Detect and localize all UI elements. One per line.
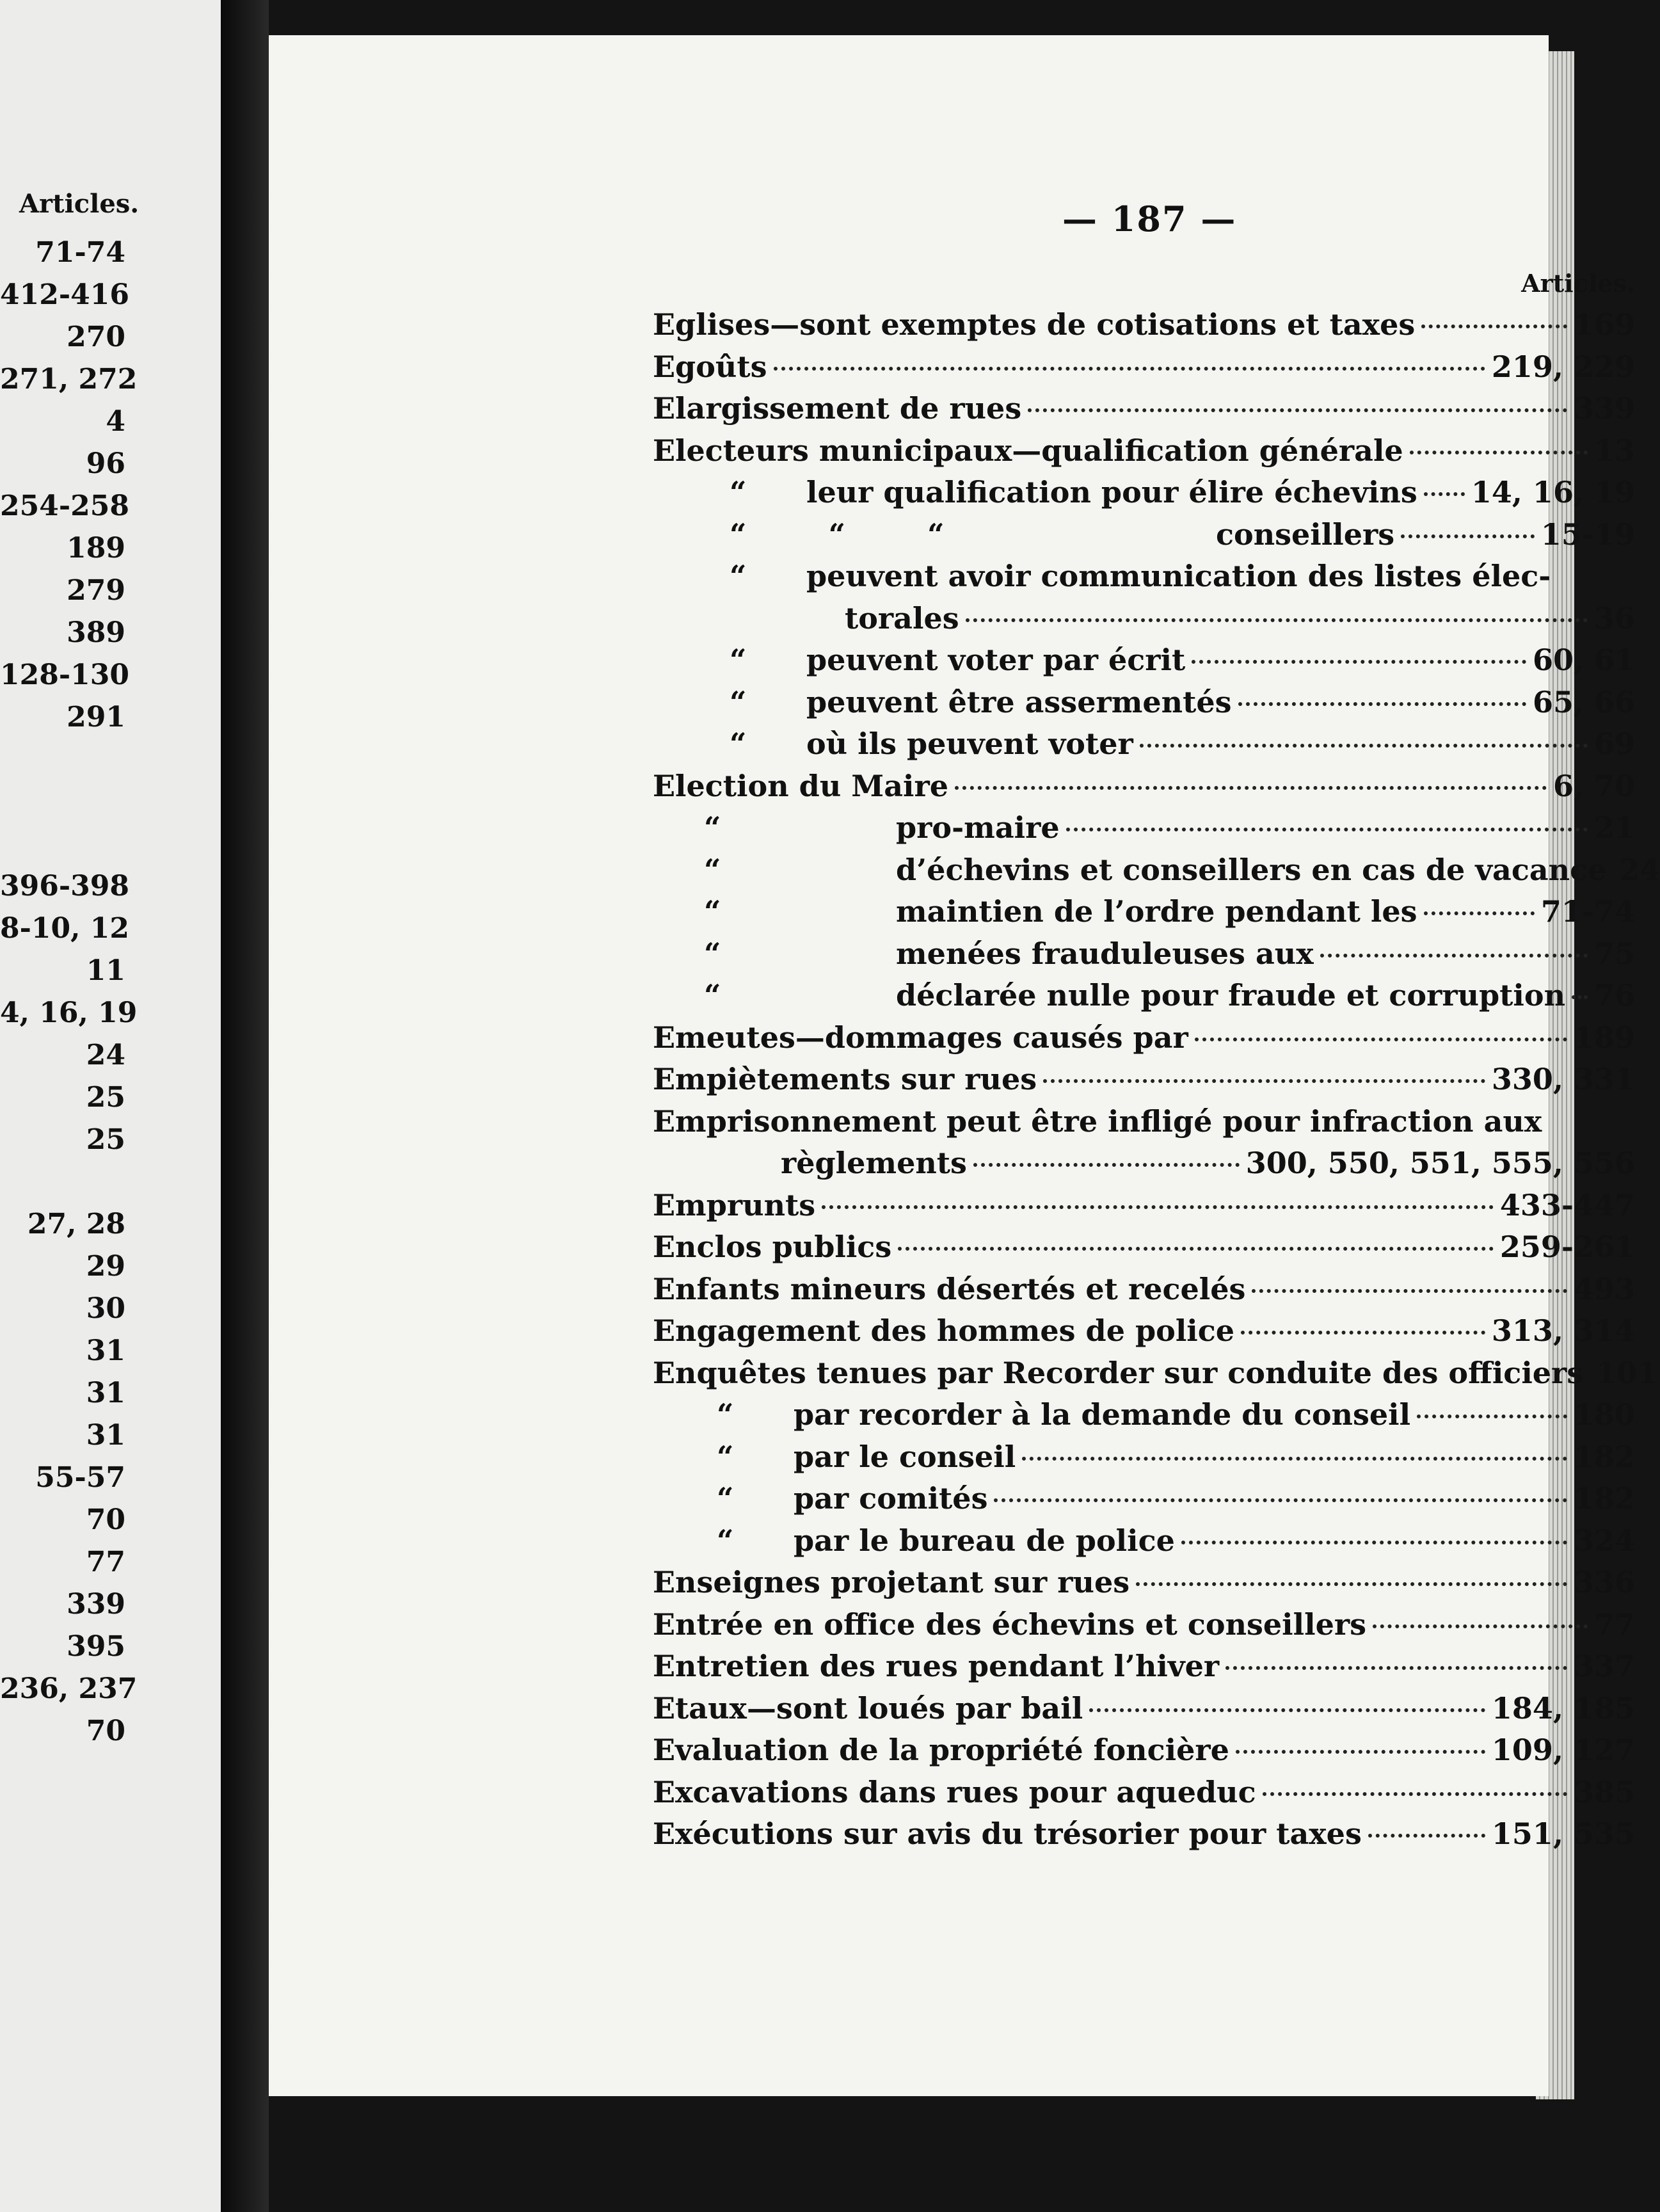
- article-numbers: 109, 127: [1491, 1733, 1635, 1767]
- dot-leader: [1572, 995, 1588, 999]
- left-article-number: 389: [67, 616, 125, 649]
- index-entry: [653, 933, 1635, 975]
- dot-leader: [774, 367, 1485, 371]
- index-entry: [653, 723, 1635, 765]
- article-numbers: 15-19: [1540, 517, 1635, 552]
- dot-leader: [898, 1247, 1494, 1251]
- index-entry: [653, 1101, 1635, 1143]
- dot-leader: [1238, 702, 1526, 706]
- dot-leader: [1368, 1834, 1485, 1838]
- index-entry: [653, 891, 1635, 933]
- article-numbers: 180: [1573, 1397, 1635, 1432]
- index-entry: [653, 1562, 1635, 1604]
- dot-leader: [973, 1163, 1240, 1167]
- article-numbers: 184, 185: [1491, 1690, 1635, 1726]
- dot-leader: [1401, 534, 1535, 538]
- dot-leader: [955, 786, 1547, 790]
- index-entry: [653, 1436, 1635, 1479]
- left-article-number: 412-416: [0, 278, 129, 311]
- index-entry: [653, 1394, 1635, 1436]
- index-entry: [653, 1688, 1635, 1730]
- articles-column-header: Articles.: [1521, 269, 1635, 298]
- ditto-mark: “: [717, 1523, 734, 1558]
- index-entry: [653, 1269, 1635, 1311]
- article-numbers: 259-261: [1499, 1230, 1635, 1264]
- ditto-mark: “: [730, 684, 747, 719]
- article-numbers: 75: [1593, 936, 1635, 971]
- index-entry: [653, 639, 1635, 682]
- left-article-number: 395: [67, 1630, 125, 1663]
- dot-leader: [822, 1205, 1494, 1209]
- ditto-mark: “: [717, 1481, 734, 1516]
- article-numbers: 14, 16, 19: [1471, 475, 1635, 509]
- article-numbers: 433-447: [1499, 1187, 1635, 1222]
- index-term: Engagement des hommes de police: [653, 1313, 1235, 1348]
- index-entry: [653, 1478, 1635, 1520]
- dot-leader: [1236, 1750, 1485, 1754]
- left-article-number: 71-74: [35, 236, 125, 269]
- ditto-mark: “: [730, 475, 747, 509]
- index-term: règlements: [781, 1146, 967, 1180]
- dot-leader: [1028, 408, 1567, 412]
- ditto-mark: “: [704, 936, 721, 971]
- index-entries: [653, 304, 1660, 1855]
- index-term: Enclos publics: [653, 1230, 892, 1264]
- book-spine: [221, 0, 269, 2212]
- index-term: peuvent être assermentés: [806, 684, 1232, 719]
- left-article-number: 24: [86, 1039, 125, 1071]
- index-entry: [653, 1604, 1635, 1646]
- index-term: par recorder à la demande du conseil: [794, 1397, 1411, 1432]
- dot-leader: [1195, 1038, 1567, 1041]
- left-article-number: 25: [86, 1123, 125, 1156]
- index-entry: [653, 1017, 1635, 1059]
- index-term: par le conseil: [794, 1439, 1016, 1474]
- dot-leader: [994, 1498, 1567, 1502]
- ditto-mark: “ “ “: [730, 517, 945, 552]
- left-article-number: 271, 272: [0, 363, 138, 396]
- ditto-mark: “: [704, 894, 721, 929]
- left-article-numbers: [0, 232, 138, 1752]
- dot-leader: [1241, 1331, 1485, 1334]
- ditto-mark: “: [717, 1439, 734, 1474]
- dot-leader: [1192, 660, 1526, 664]
- index-term: par le bureau de police: [794, 1523, 1175, 1558]
- index-entry: [653, 388, 1635, 430]
- index-term: Electeurs municipaux—qualification générale: [653, 433, 1403, 468]
- right-page: [269, 35, 1660, 2096]
- article-numbers: 71-74: [1540, 894, 1635, 929]
- ditto-mark: “: [730, 643, 747, 677]
- article-numbers: 101: [1596, 1355, 1658, 1390]
- article-numbers: 151, 535: [1491, 1816, 1635, 1851]
- index-term: Egoûts: [653, 349, 767, 384]
- left-article-number: 279: [67, 574, 125, 607]
- index-entry: [653, 556, 1635, 598]
- index-term: maintien de l’ordre pendant les: [896, 894, 1417, 929]
- index-term: Enquêtes tenues par Recorder sur conduite des officiers: [653, 1355, 1584, 1390]
- left-article-number: 27, 28: [27, 1208, 125, 1240]
- index-term: Emprunts: [653, 1187, 816, 1222]
- page-number: — 187 —: [1062, 198, 1237, 239]
- left-article-number: 339: [67, 1588, 125, 1621]
- article-numbers: 219, 229: [1491, 349, 1635, 384]
- index-term: torales: [845, 600, 959, 636]
- index-term: leur qualification pour élire échevins: [806, 475, 1417, 509]
- left-article-number: 30: [86, 1292, 125, 1325]
- dot-leader: [1252, 1289, 1567, 1293]
- article-numbers: 13: [1593, 433, 1635, 468]
- left-article-number: 254-258: [0, 490, 129, 522]
- article-numbers: 21: [1593, 810, 1635, 845]
- index-term: Empiètements sur rues: [653, 1062, 1037, 1096]
- dot-leader: [1066, 828, 1588, 831]
- ditto-mark: “: [704, 810, 721, 845]
- dot-leader: [1410, 451, 1588, 454]
- index-entry: [653, 1352, 1658, 1395]
- left-article-number: 270: [67, 321, 125, 353]
- left-article-number: 25: [86, 1081, 125, 1114]
- index-entry: [653, 1059, 1635, 1101]
- dot-leader: [1089, 1708, 1485, 1712]
- article-numbers: 337: [1573, 1649, 1635, 1683]
- dot-leader: [1140, 744, 1588, 748]
- dot-leader: [1263, 1792, 1567, 1796]
- index-entry: [653, 1729, 1635, 1772]
- left-article-number: 291: [67, 701, 125, 733]
- left-article-number: 236, 237: [0, 1672, 138, 1705]
- index-entry: [653, 1646, 1635, 1688]
- dot-leader: [1043, 1079, 1485, 1083]
- index-entry: [653, 1310, 1635, 1352]
- ditto-mark: “: [730, 726, 747, 761]
- index-term: Eglises—sont exemptes de cotisations et taxes: [653, 307, 1416, 342]
- index-entry: [653, 1772, 1635, 1814]
- ditto-mark: “: [704, 978, 721, 1013]
- ditto-mark: “: [730, 559, 747, 593]
- dot-leader: [1424, 492, 1465, 496]
- index-entry: [653, 849, 1660, 892]
- article-numbers: 339: [1573, 391, 1635, 426]
- left-article-number: 4, 16, 19: [0, 997, 138, 1029]
- index-entry: [653, 975, 1635, 1017]
- index-term: déclarée nulle pour fraude et corruption: [896, 978, 1566, 1013]
- index-entry: [653, 1226, 1635, 1269]
- article-numbers: 189: [1573, 1020, 1635, 1055]
- left-article-number: 31: [86, 1377, 125, 1409]
- left-article-number: 70: [86, 1715, 125, 1747]
- index-term: peuvent voter par écrit: [806, 643, 1186, 677]
- article-numbers: 300, 550, 551, 555, 556: [1245, 1146, 1635, 1180]
- left-article-number: [0, 781, 125, 823]
- index-entry: [653, 472, 1635, 514]
- left-article-number: [0, 1161, 125, 1203]
- index-entry: [653, 765, 1635, 808]
- dot-leader: [1320, 954, 1588, 958]
- index-term: où ils peuvent voter: [806, 726, 1133, 761]
- article-numbers: 336: [1573, 1565, 1635, 1599]
- left-article-number: 29: [86, 1250, 125, 1283]
- article-numbers: 65, 66: [1532, 684, 1635, 719]
- left-article-number: 70: [86, 1503, 125, 1536]
- index-term: Elargissement de rues: [653, 391, 1022, 426]
- left-article-number: 96: [86, 447, 125, 480]
- left-article-number: 396-398: [0, 870, 129, 902]
- article-numbers: 330, 331: [1491, 1062, 1635, 1096]
- dot-leader: [1136, 1582, 1567, 1586]
- index-term: Etaux—sont loués par bail: [653, 1690, 1083, 1726]
- dot-leader: [1373, 1624, 1588, 1628]
- left-article-number: 4: [106, 405, 125, 438]
- index-entry: [653, 430, 1635, 472]
- index-term: Excavations dans rues pour aqueduc: [653, 1774, 1256, 1809]
- index-term: Entretien des rues pendant l’hiver: [653, 1649, 1220, 1683]
- article-numbers: 324: [1573, 1523, 1635, 1558]
- left-page: [0, 0, 221, 2212]
- article-numbers: 313, 314: [1491, 1313, 1635, 1348]
- index-term: Evaluation de la propriété foncière: [653, 1733, 1229, 1767]
- index-entry: [653, 346, 1635, 389]
- dot-leader: [1225, 1666, 1567, 1670]
- dot-leader: [1181, 1541, 1567, 1544]
- article-numbers: 69: [1593, 726, 1635, 761]
- index-entry: [653, 1142, 1635, 1185]
- index-term: Emprisonnement peut être infligé pour infraction aux: [653, 1103, 1542, 1139]
- article-numbers: 36: [1593, 600, 1635, 636]
- index-entry: [653, 1185, 1635, 1227]
- dot-leader: [1022, 1457, 1567, 1461]
- left-article-number: 189: [67, 532, 125, 565]
- index-entry: [653, 682, 1635, 724]
- index-entry: [653, 514, 1635, 556]
- index-entry: [653, 1520, 1635, 1562]
- index-term: par comités: [794, 1481, 988, 1516]
- index-term: d’échevins et conseillers en cas de vacance: [896, 852, 1607, 887]
- article-numbers: 6, 70: [1552, 768, 1635, 803]
- index-entry: [653, 598, 1635, 640]
- ditto-mark: “: [704, 852, 721, 887]
- index-entry: [653, 304, 1635, 346]
- index-entry: [653, 1813, 1635, 1855]
- index-term: Exécutions sur avis du trésorier pour taxes: [653, 1816, 1362, 1851]
- index-term: Enfants mineurs désertés et recelés: [653, 1271, 1246, 1306]
- index-term: peuvent avoir communication des listes élec-: [806, 559, 1551, 593]
- left-article-number: 128-130: [0, 659, 129, 691]
- dot-leader: [1424, 911, 1535, 915]
- article-numbers: 385: [1573, 1774, 1635, 1809]
- article-numbers: 493: [1573, 1271, 1635, 1306]
- article-numbers: 169: [1573, 307, 1635, 342]
- article-numbers: 77: [1593, 1607, 1635, 1642]
- left-article-number: 11: [86, 954, 125, 987]
- index-term: pro-maire: [896, 810, 1060, 845]
- article-numbers: 24: [1619, 852, 1660, 887]
- left-article-number: 31: [86, 1419, 125, 1452]
- dot-leader: [1421, 325, 1567, 328]
- left-article-number: 55-57: [35, 1461, 125, 1494]
- left-article-number: [0, 823, 125, 865]
- article-numbers: 60, 61: [1532, 643, 1635, 677]
- index-term: menées frauduleuses aux: [896, 936, 1314, 971]
- index-term: conseillers: [1216, 517, 1395, 552]
- index-term: Entrée en office des échevins et conseillers: [653, 1607, 1367, 1642]
- left-article-number: [0, 739, 125, 781]
- left-article-number: 31: [86, 1334, 125, 1367]
- article-numbers: 182: [1573, 1439, 1635, 1474]
- dot-leader: [966, 618, 1588, 622]
- index-term: Election du Maire: [653, 768, 948, 803]
- article-numbers: 182: [1573, 1481, 1635, 1516]
- left-article-number: 77: [86, 1546, 125, 1578]
- left-article-number: 8-10, 12: [0, 912, 129, 945]
- index-term: Enseignes projetant sur rues: [653, 1565, 1130, 1599]
- index-term: Emeutes—dommages causés par: [653, 1020, 1188, 1055]
- ditto-mark: “: [717, 1397, 734, 1432]
- dot-leader: [1417, 1415, 1567, 1418]
- index-entry: [653, 807, 1635, 849]
- article-numbers: 76: [1593, 978, 1635, 1013]
- left-articles-header: Articles.: [19, 189, 140, 219]
